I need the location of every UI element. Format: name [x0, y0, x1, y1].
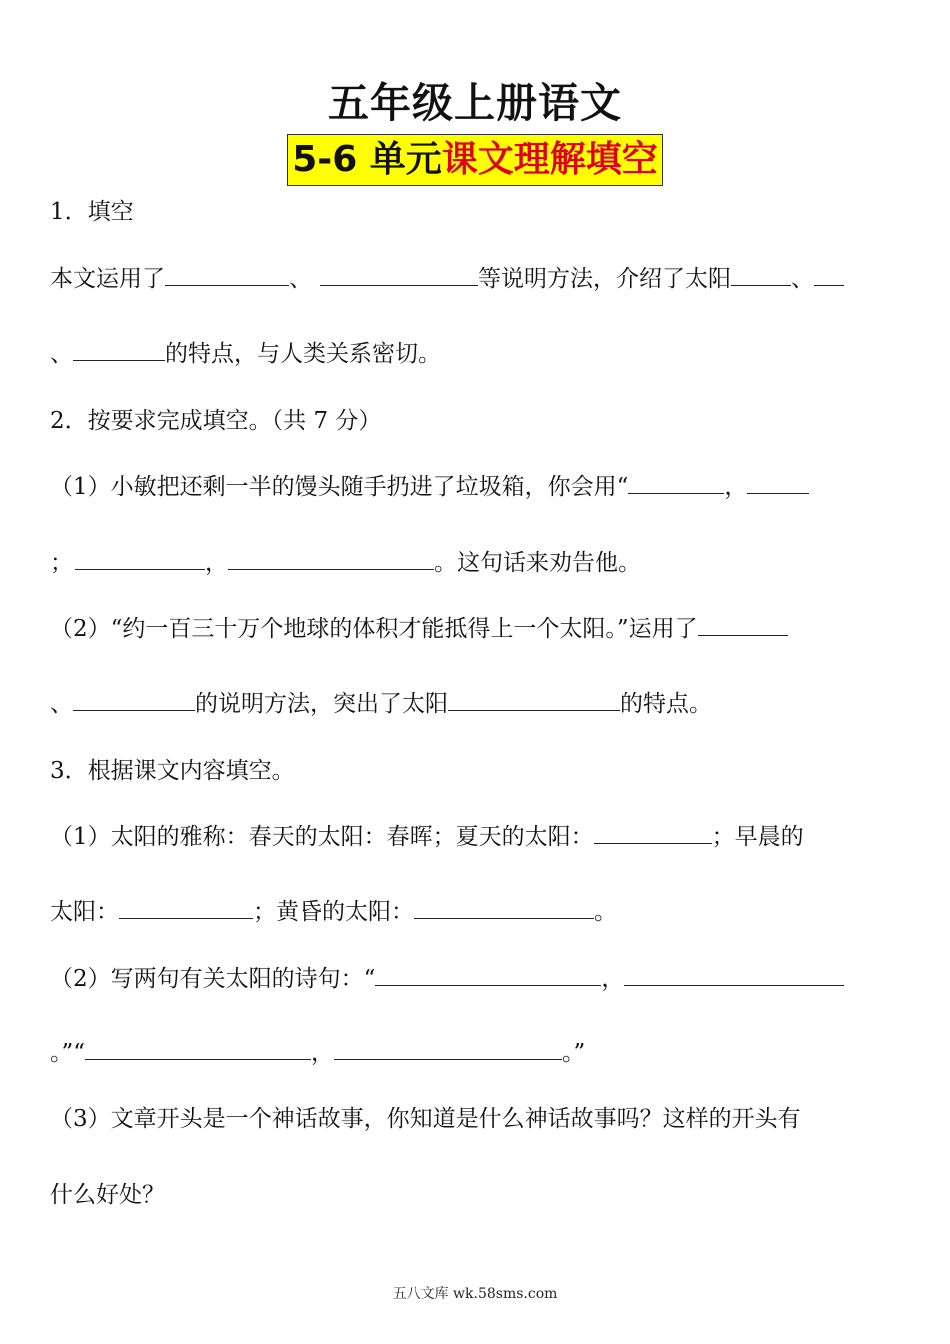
q2-p1-line-2: ； ， 。这句话来劝告他。	[50, 550, 641, 576]
blank[interactable]	[85, 1039, 311, 1060]
blank[interactable]	[414, 898, 594, 919]
page-title: 五年级上册语文	[328, 79, 622, 127]
blank[interactable]	[594, 823, 712, 844]
blank[interactable]	[119, 898, 253, 919]
q2-heading: 2．按要求完成填空。（共 7 分）	[50, 408, 382, 434]
blank[interactable]	[73, 340, 165, 361]
q3-p1-line-2: 太阳： ；黄昏的太阳： 。	[50, 899, 617, 925]
blank[interactable]	[448, 690, 620, 711]
blank[interactable]	[628, 473, 724, 494]
page-subtitle	[287, 134, 663, 186]
blank[interactable]	[320, 265, 478, 286]
blank[interactable]	[73, 690, 195, 711]
q1-heading: 1．填空	[50, 199, 134, 225]
q2-p2-line-1: （2）“约一百三十万个地球的体积才能抵得上一个太阳。”运用了	[50, 612, 788, 646]
q3-heading: 3．根据课文内容填空。	[50, 758, 295, 784]
q1-line-1: 本文运用了 、 等说明方法，介绍了太阳 、	[50, 262, 844, 296]
q3-p2-line-2: 。”“ ， 。”	[50, 1040, 586, 1066]
blank[interactable]	[375, 965, 601, 986]
blank[interactable]	[624, 965, 844, 986]
q1-line-2: 、 的特点，与人类关系密切。	[50, 341, 441, 367]
blank[interactable]	[165, 265, 289, 286]
blank[interactable]	[814, 265, 844, 286]
q3-p3-line-1: （3）文章开头是一个神话故事，你知道是什么神话故事吗？这样的开头有	[50, 1106, 801, 1132]
blank[interactable]	[731, 265, 791, 286]
subtitle-unit: 5-6 单元	[292, 139, 442, 180]
footer-watermark: 五八文库 wk.58sms.com	[392, 1286, 558, 1302]
q3-p3-line-2: 什么好处？	[50, 1182, 165, 1208]
subtitle-topic: 课文理解填空	[441, 139, 658, 180]
q3-p2-line-1: （2）写两句有关太阳的诗句：“ ，	[50, 962, 844, 996]
q2-p2-line-2: 、 的说明方法，突出了太阳 的特点。	[50, 691, 712, 717]
blank[interactable]	[747, 473, 809, 494]
blank[interactable]	[698, 615, 788, 636]
blank[interactable]	[228, 549, 434, 570]
q2-p1-line-1: （1）小敏把还剩一半的馒头随手扔进了垃圾箱，你会用“ ，	[50, 470, 809, 504]
q3-p1-line-1: （1）太阳的雅称：春天的太阳：春晖；夏天的太阳： ；早晨的	[50, 824, 804, 850]
blank[interactable]	[75, 549, 205, 570]
blank[interactable]	[334, 1039, 562, 1060]
